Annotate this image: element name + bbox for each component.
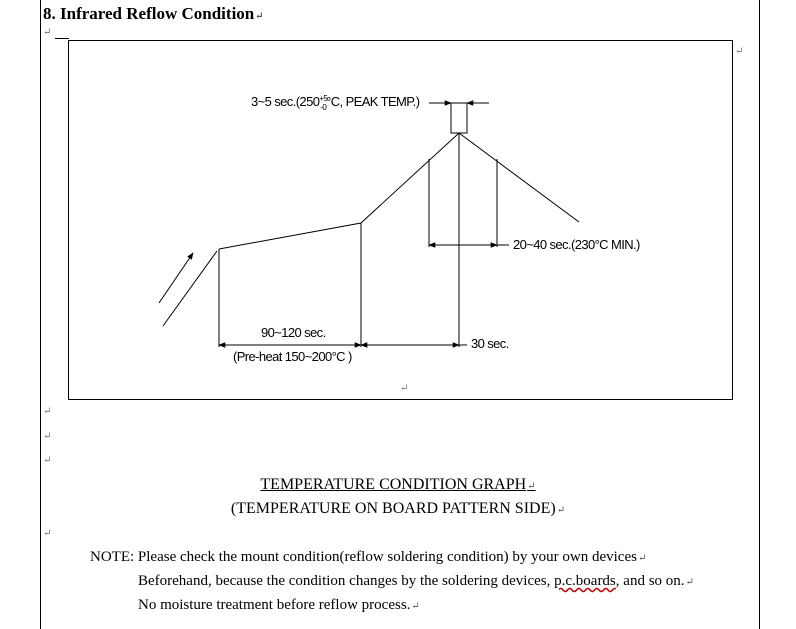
paragraph-mark-icon: ↵ (411, 601, 420, 612)
paragraph-mark-icon: ↵ (400, 383, 409, 394)
ramp-time-label: 30 sec. (471, 336, 509, 351)
note-line-3 (138, 597, 420, 614)
temperature-profile-curve (219, 133, 579, 249)
paragraph-mark-icon: ↵ (43, 27, 52, 38)
rising-hatch-line (163, 251, 217, 326)
graph-caption-title-text: TEMPERATURE CONDITION GRAPH (260, 476, 527, 493)
paragraph-mark-icon: ↵ (43, 528, 52, 539)
note-line-2-text: Beforehand, because the condition changes by the soldering devices, (138, 573, 555, 589)
paragraph-mark-icon: ↵ (685, 577, 694, 588)
reflow-profile-graph (69, 41, 734, 401)
paragraph-mark-icon: ↵ (43, 406, 52, 417)
preheat-temp-label: (Pre-heat 150~200°C ) (233, 349, 352, 364)
rising-arrow-line (159, 253, 193, 303)
section-heading-text: 8. Infrared Reflow Condition (43, 4, 255, 23)
peak-label: 3~5 $\sec.(250^{+5}$ -0°C, PEAK TEMP.) (251, 94, 420, 112)
paragraph-mark-icon: ↵ (735, 46, 744, 57)
paragraph-mark-icon: ↵ (556, 505, 566, 516)
graph-caption-subtitle (0, 500, 796, 518)
above-230-label: 20~40 sec.(230°C MIN.) (513, 237, 640, 252)
paragraph-mark-icon: ↵ (43, 455, 52, 466)
note-line-1-text: NOTE: Please check the mount condition(reflow soldering condition) by your own devices (90, 549, 637, 565)
note-line-1 (90, 549, 646, 566)
left-page-margin-line (40, 0, 41, 629)
note-line-3-text: No moisture treatment before reflow process. (138, 597, 411, 613)
paragraph-mark-icon: ↵ (43, 431, 52, 442)
peak-window-box (451, 103, 467, 133)
note-line-2-tail: , and so on. (615, 573, 685, 589)
paragraph-mark-icon: ↵ (255, 11, 264, 22)
reflow-profile-figure (68, 40, 733, 400)
right-page-margin-line (759, 0, 760, 629)
graph-caption-subtitle-text: (TEMPERATURE ON BOARD PATTERN SIDE) (230, 500, 556, 517)
section-heading (43, 4, 264, 24)
paragraph-mark-icon: ↵ (527, 481, 536, 492)
note-line-2 (138, 573, 694, 590)
heading-rule (55, 38, 69, 39)
paragraph-mark-icon: ↵ (637, 553, 647, 564)
spellcheck-flagged-word: p.c.boards (554, 573, 616, 589)
graph-caption-title (0, 476, 796, 494)
preheat-time-label: 90~120 sec. (261, 325, 326, 340)
